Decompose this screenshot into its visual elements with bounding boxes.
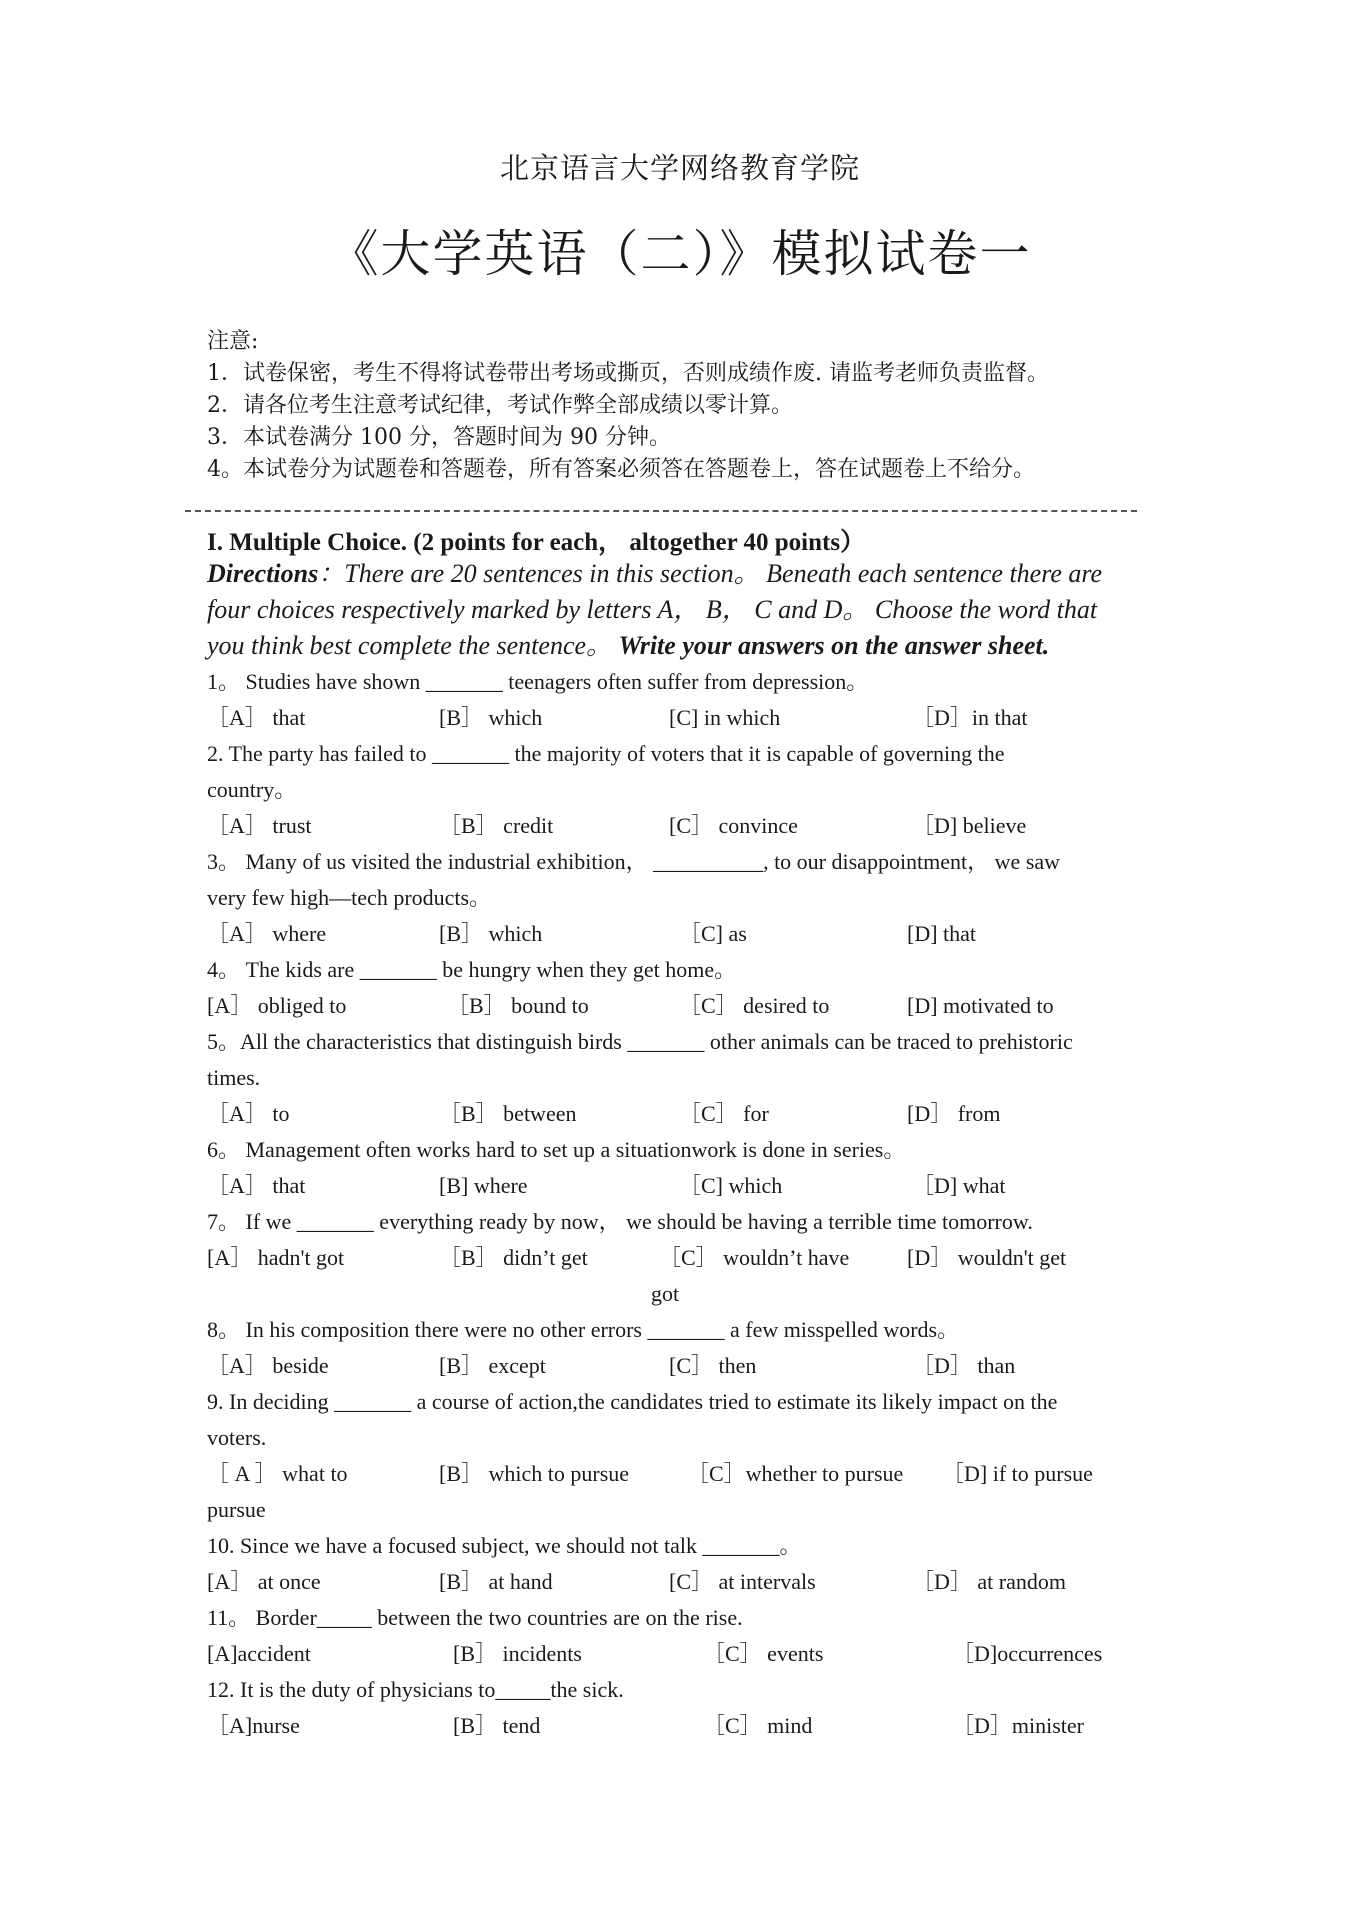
- question-text: 5。All the characteristics that distinguish birds _______ other animals can be traced to prehistoric: [207, 1029, 1073, 1054]
- option-b: [B］ incidents: [453, 1641, 582, 1666]
- notice-block: [207, 326, 1167, 486]
- option-row: [207, 916, 1172, 952]
- option-row: [207, 1168, 1172, 1204]
- option-a: ［A］ beside: [207, 1353, 329, 1378]
- question-text: 11。 Border_____ between the two countries are on the rise.: [207, 1605, 743, 1630]
- option-a: ［A］ that: [207, 1173, 306, 1198]
- exam-title: 《大学英语（二）》模拟试卷一: [328, 225, 1032, 283]
- question-text: 4。 The kids are _______ be hungry when they get home。: [207, 957, 737, 982]
- option-a: ［A］ where: [207, 921, 327, 946]
- question-text: 2. The party has failed to _______ the majority of voters that it is capable of governing the: [207, 741, 1005, 766]
- option-a: [A］ hadn't got: [207, 1245, 345, 1270]
- section-heading: I. Multiple Choice. (2 points for each， altogether 40 points）: [207, 529, 866, 556]
- question-text-cont: very few high—tech products。: [207, 885, 492, 910]
- option-d: ［D］minister: [952, 1713, 1084, 1738]
- option-continuation: got: [651, 1281, 680, 1306]
- option-a: ［ A ］ what to: [207, 1461, 348, 1486]
- option-d: ［D] if to pursue: [942, 1461, 1093, 1486]
- option-c: ［C] which: [679, 1173, 783, 1198]
- option-row: [207, 1564, 1172, 1600]
- option-d: ［D］ at random: [912, 1569, 1066, 1594]
- notice-item: 3．本试卷满分 100 分，答题时间为 90 分钟。: [207, 425, 671, 450]
- option-d: ［D] believe: [912, 813, 1027, 838]
- notice-heading: 注意:: [207, 329, 259, 354]
- option-d: ［D] what: [912, 1173, 1006, 1198]
- question-list: [207, 664, 1172, 1744]
- option-b: [B］ except: [439, 1353, 546, 1378]
- option-c: ［C］ wouldn’t have: [659, 1245, 850, 1270]
- option-b: [B］ which: [439, 921, 543, 946]
- option-c: ［C］ events: [703, 1641, 824, 1666]
- option-d: ［D]occurrences: [952, 1641, 1103, 1666]
- directions-label: Directions: [207, 559, 319, 588]
- question-text: 12. It is the duty of physicians to_____the sick.: [207, 1677, 624, 1702]
- option-b: ［B］ credit: [439, 813, 554, 838]
- option-a: ［A]nurse: [207, 1713, 300, 1738]
- directions-emphasis: Write your answers on the answer sheet.: [618, 631, 1050, 660]
- option-c: [C] in which: [669, 705, 781, 730]
- option-b: [B］ which: [439, 705, 543, 730]
- option-b: [B］ at hand: [439, 1569, 553, 1594]
- option-row: [207, 808, 1172, 844]
- option-a: [A]accident: [207, 1641, 311, 1666]
- option-a: [A］ obliged to: [207, 993, 347, 1018]
- option-b: ［B］ didn’t get: [439, 1245, 588, 1270]
- option-c: ［C］ for: [679, 1101, 769, 1126]
- option-c: ［C] as: [679, 921, 747, 946]
- question-text-cont: times.: [207, 1065, 261, 1090]
- option-continuation: pursue: [207, 1497, 266, 1522]
- directions-line: Directions：There are 20 sentences in this section。 Beneath each sentence there are: [207, 559, 1103, 588]
- option-c: ［C］ mind: [703, 1713, 813, 1738]
- question-text: 8。 In his composition there were no other errors _______ a few misspelled words。: [207, 1317, 960, 1342]
- option-row: [207, 700, 1172, 736]
- option-row: [207, 1636, 1172, 1672]
- option-row: [207, 1348, 1172, 1384]
- directions-line: you think best complete the sentence。 Write your answers on the answer sheet.: [207, 631, 1050, 660]
- option-d: ［D］in that: [912, 705, 1028, 730]
- directions-line: four choices respectively marked by letters A， B， C and D。 Choose the word that: [207, 595, 1098, 624]
- question-text: 10. Since we have a focused subject, we should not talk _______。: [207, 1533, 802, 1558]
- option-d: [D] that: [907, 921, 977, 946]
- option-b: [B］ tend: [453, 1713, 541, 1738]
- option-c: [C］ then: [669, 1353, 757, 1378]
- notice-item: 4。本试卷分为试题卷和答题卷，所有答案必须答在答题卷上，答在试题卷上不给分。: [207, 457, 1035, 482]
- option-b: ［B］ between: [439, 1101, 577, 1126]
- option-c: ［C］whether to pursue: [687, 1461, 904, 1486]
- option-b: [B] where: [439, 1173, 528, 1198]
- option-b: [B］ which to pursue: [439, 1461, 630, 1486]
- school-name: 北京语言大学网络教育学院: [499, 151, 860, 185]
- directions-block: [207, 556, 1167, 664]
- option-b: ［B］ bound to: [447, 993, 589, 1018]
- option-d: [D] motivated to: [907, 993, 1054, 1018]
- option-a: ［A］ to: [207, 1101, 290, 1126]
- option-d: [D］ from: [907, 1101, 1001, 1126]
- question-text: 9. In deciding _______ a course of action,the candidates tried to estimate its likely impact on the: [207, 1389, 1058, 1414]
- question-text-cont: voters.: [207, 1425, 267, 1450]
- option-c: [C］ convince: [669, 813, 798, 838]
- option-c: ［C］ desired to: [679, 993, 830, 1018]
- notice-item: 2．请各位考生注意考试纪律，考试作弊全部成绩以零计算。: [207, 393, 793, 418]
- option-row: [207, 1708, 1172, 1744]
- question-text: 6。 Management often works hard to set up a situationwork is done in series。: [207, 1137, 906, 1162]
- option-row: [207, 988, 1172, 1024]
- dashed-divider: [185, 510, 1137, 512]
- option-a: [A］ at once: [207, 1569, 321, 1594]
- question-text: 7。 If we _______ everything ready by now， we should be having a terrible time tomorrow.: [207, 1209, 1033, 1234]
- question-text-cont: country。: [207, 777, 297, 802]
- option-d: [D］ wouldn't get: [907, 1245, 1067, 1270]
- question-text: 1。 Studies have shown _______ teenagers often suffer from depression。: [207, 669, 869, 694]
- option-d: ［D］ than: [912, 1353, 1016, 1378]
- question-text: 3。 Many of us visited the industrial exhibition， __________, to our disappointment， we saw: [207, 849, 1061, 874]
- option-row: [207, 1240, 1172, 1276]
- notice-item: 1．试卷保密，考生不得将试卷带出考场或撕页，否则成绩作废. 请监考老师负责监督。: [207, 361, 1049, 386]
- option-a: ［A］ trust: [207, 813, 312, 838]
- option-row: [207, 1456, 1172, 1492]
- option-row: [207, 1096, 1172, 1132]
- option-c: [C］ at intervals: [669, 1569, 816, 1594]
- option-a: ［A］ that: [207, 705, 306, 730]
